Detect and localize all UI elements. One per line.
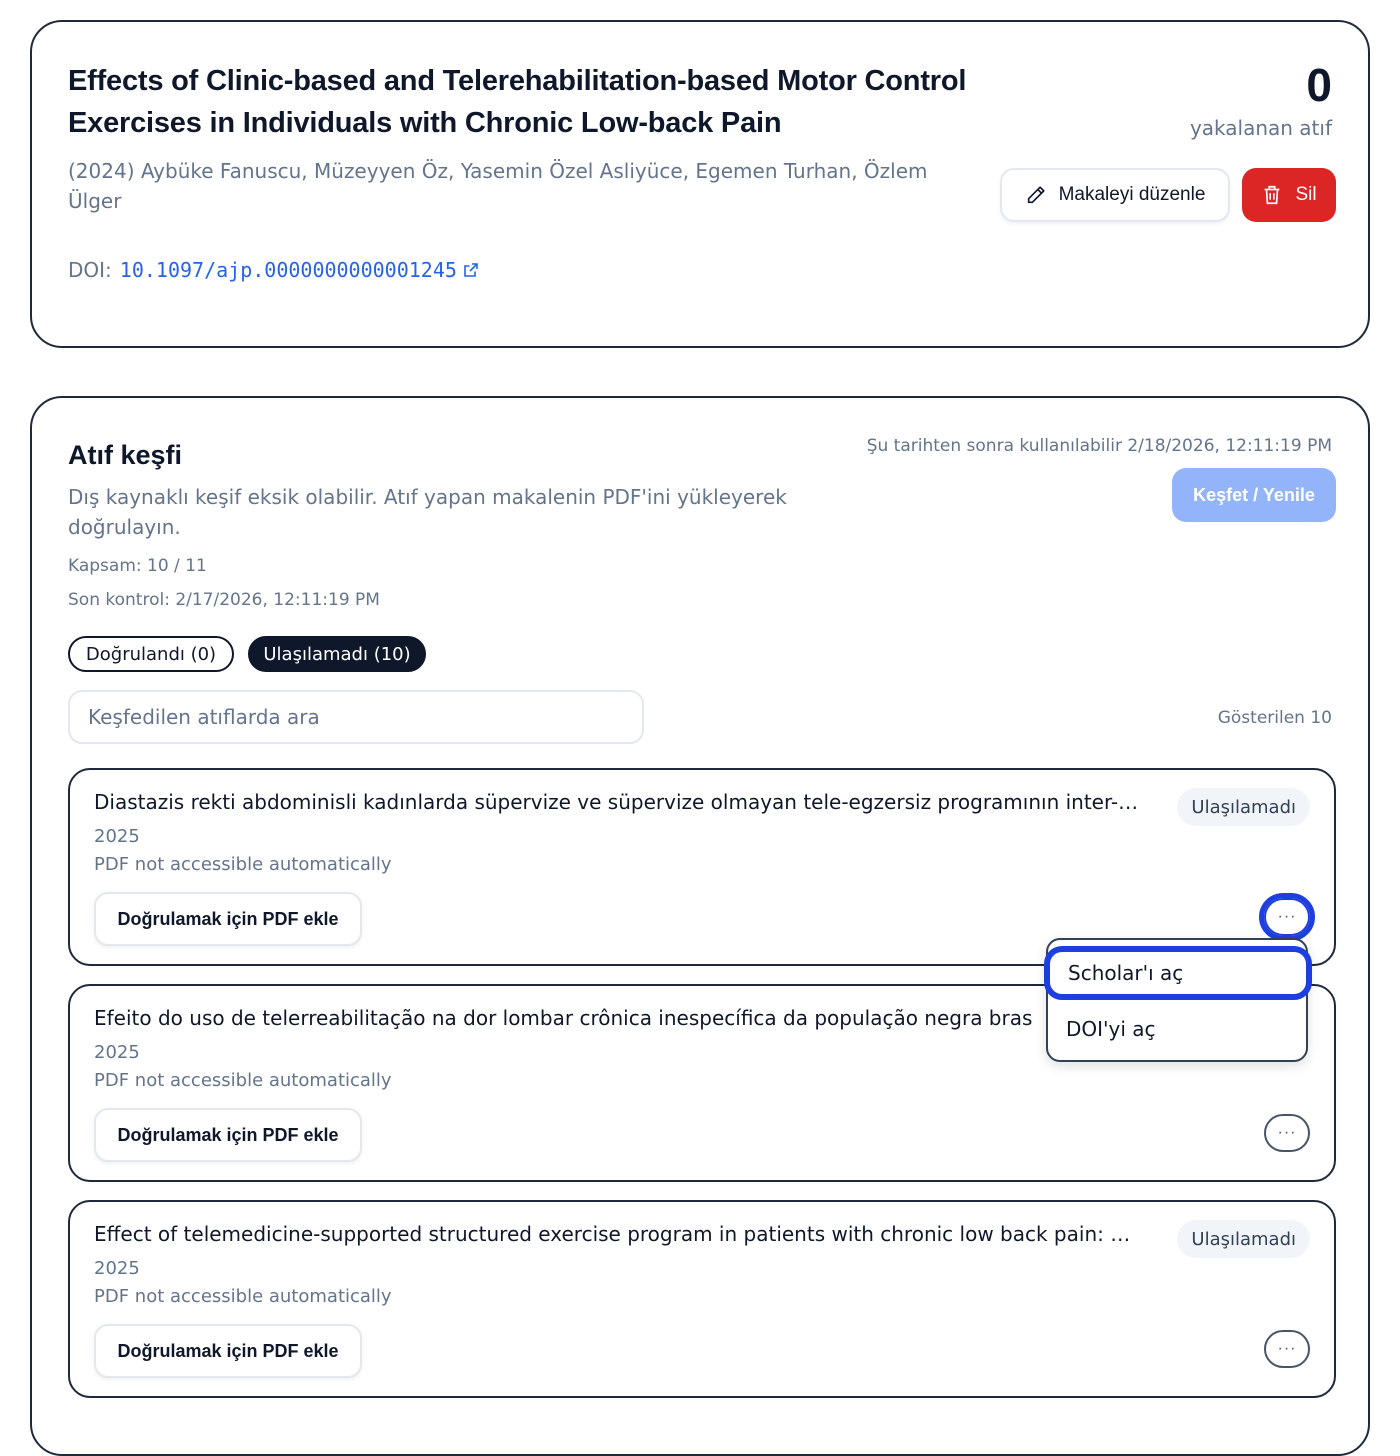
paper-authors: (2024) Aybüke Fanuscu, Müzeyyen Öz, Yasemin Özel Asliyüce, Egemen Turhan, Özlem Ülger <box>68 159 928 213</box>
citation-note: PDF not accessible automatically <box>94 854 392 875</box>
shown-count: Gösterilen 10 <box>1217 708 1332 728</box>
citation-count: 0 <box>1306 59 1332 111</box>
external-link-icon[interactable] <box>463 262 479 278</box>
paper-title: Effects of Clinic-based and Telerehabilitation-based Motor Control Exercises in Individuals with Chronic Low-back Pain <box>68 65 967 139</box>
status-badge: Ulaşılamadı <box>1177 788 1310 826</box>
discovery-available-after: Şu tarihten sonra kullanılabilir 2/18/2026, 12:11:19 PM <box>866 436 1332 456</box>
citation-title: Diastazis rekti abdominisli kadınlarda süpervize ve süpervize olmayan tele-egzersiz programının inter-… <box>94 790 1139 814</box>
discovery-title: Atıf keşfi <box>68 440 183 470</box>
citation-year: 2025 <box>94 1042 140 1063</box>
doi-line <box>68 258 479 282</box>
citation-title: Efeito do uso de telerreabilitação na dor lombar crônica inespecífica da população negra bras <box>94 1006 1033 1030</box>
discovery-scope: Kapsam: 10 / 11 <box>68 556 207 576</box>
citation-year: 2025 <box>94 1258 140 1279</box>
edit-paper-label: Makaleyi düzenle <box>1058 184 1206 205</box>
citation-item <box>68 1200 1336 1398</box>
citation-item <box>68 768 1336 966</box>
status-badge: Ulaşılamadı <box>1177 1220 1310 1258</box>
discover-refresh-button[interactable]: Keşfet / Yenile <box>1172 468 1336 522</box>
discovery-description: Dış kaynaklı keşif eksik olabilir. Atıf yapan makalenin PDF'ini yükleyerek doğrulayın. <box>68 485 787 539</box>
add-pdf-button[interactable]: Doğrulamak için PDF ekle <box>94 1324 362 1378</box>
more-options-button[interactable]: ··· <box>1264 898 1310 936</box>
citation-discovery-card <box>30 396 1370 1456</box>
menu-open-doi[interactable]: DOI'yi aç <box>1066 1017 1156 1041</box>
menu-open-scholar[interactable]: Scholar'ı aç <box>1044 946 1312 1000</box>
doi-label: DOI: <box>68 258 112 282</box>
trash-icon <box>1261 184 1283 206</box>
citation-title: Effect of telemedicine-supported structured exercise program in patients with chronic low back pain: … <box>94 1222 1131 1246</box>
citation-note: PDF not accessible automatically <box>94 1286 392 1307</box>
filter-unreached[interactable]: Ulaşılamadı (10) <box>248 636 426 672</box>
paper-card <box>30 20 1370 348</box>
add-pdf-button[interactable]: Doğrulamak için PDF ekle <box>94 1108 362 1162</box>
delete-paper-label: Sil <box>1295 184 1317 205</box>
more-options-button[interactable]: ··· <box>1264 1330 1310 1368</box>
doi-link[interactable]: 10.1097/ajp.0000000000001245 <box>119 258 457 282</box>
citation-year: 2025 <box>94 826 140 847</box>
citation-search-input[interactable] <box>68 690 644 744</box>
more-options-button[interactable]: ··· <box>1264 1114 1310 1152</box>
pencil-icon <box>1025 184 1047 206</box>
discovery-last-check: Son kontrol: 2/17/2026, 12:11:19 PM <box>68 590 380 610</box>
add-pdf-button[interactable]: Doğrulamak için PDF ekle <box>94 892 362 946</box>
citation-count-label: yakalanan atıf <box>1189 116 1332 140</box>
edit-paper-button[interactable] <box>1000 168 1230 222</box>
more-options-menu <box>1046 938 1308 1062</box>
citation-note: PDF not accessible automatically <box>94 1070 392 1091</box>
delete-paper-button[interactable] <box>1242 168 1336 222</box>
filter-verified[interactable]: Doğrulandı (0) <box>68 636 234 672</box>
